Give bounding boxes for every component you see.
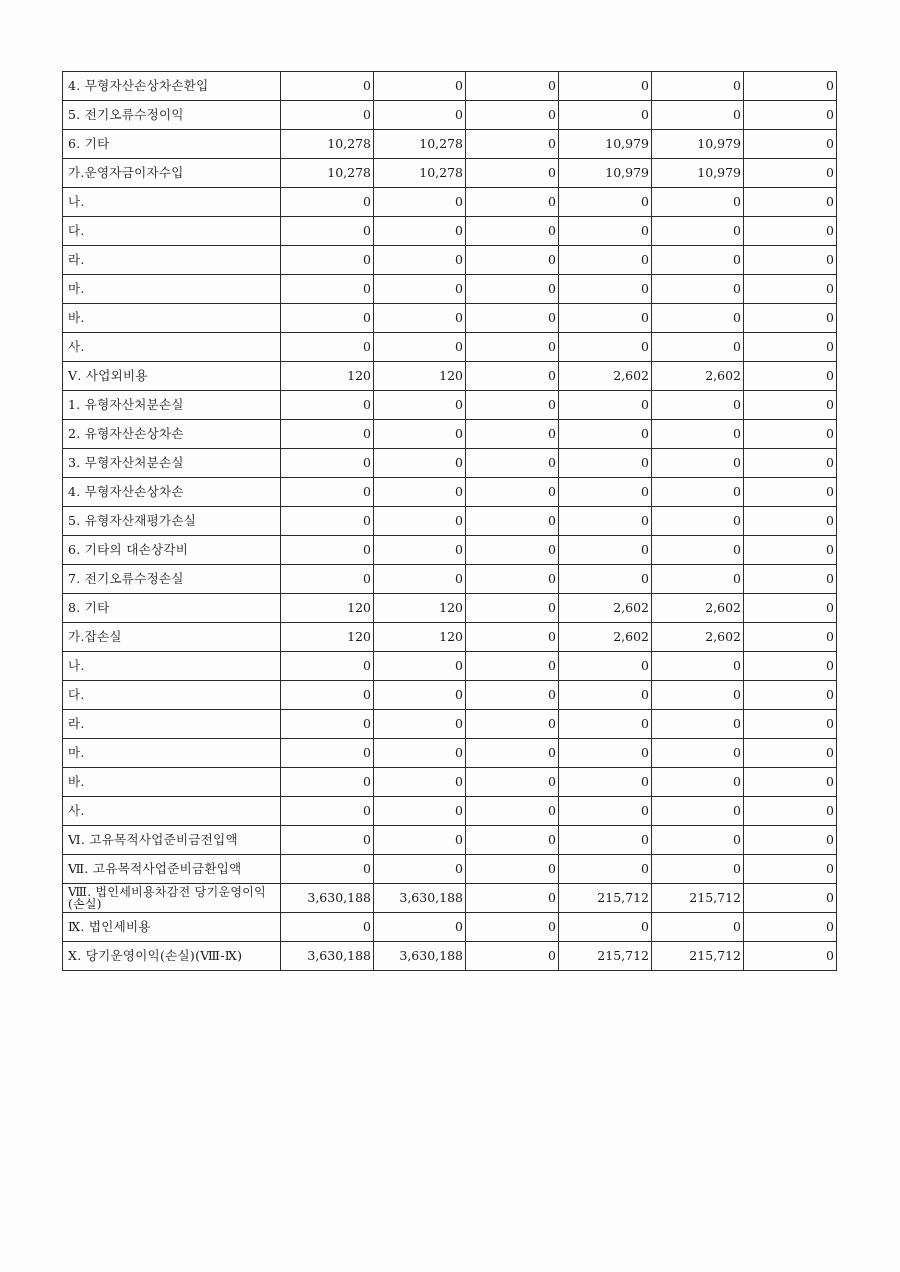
cell-value: 0 <box>466 855 559 884</box>
cell-value: 0 <box>281 739 374 768</box>
row-label: Ⅴ. 사업외비용 <box>63 362 281 391</box>
cell-value: 0 <box>374 913 466 942</box>
cell-value: 0 <box>559 188 652 217</box>
row-label: 5. 전기오류수정이익 <box>63 101 281 130</box>
cell-value: 0 <box>281 797 374 826</box>
cell-value: 0 <box>281 275 374 304</box>
cell-value: 0 <box>281 188 374 217</box>
cell-value: 215,712 <box>652 942 744 971</box>
cell-value: 0 <box>744 246 837 275</box>
cell-value: 215,712 <box>559 942 652 971</box>
table-row <box>63 217 837 246</box>
table-row <box>63 72 837 101</box>
row-label: 다. <box>63 681 281 710</box>
cell-value: 0 <box>374 739 466 768</box>
cell-value: 0 <box>281 420 374 449</box>
table-row <box>63 623 837 652</box>
cell-value: 2,602 <box>559 623 652 652</box>
cell-value: 0 <box>466 101 559 130</box>
cell-value: 0 <box>559 449 652 478</box>
row-label: 1. 유형자산처분손실 <box>63 391 281 420</box>
cell-value: 0 <box>744 72 837 101</box>
cell-value: 0 <box>374 478 466 507</box>
cell-value: 0 <box>652 304 744 333</box>
cell-value: 0 <box>559 913 652 942</box>
cell-value: 0 <box>466 333 559 362</box>
cell-value: 0 <box>652 101 744 130</box>
cell-value: 0 <box>374 333 466 362</box>
row-label: 3. 무형자산처분손실 <box>63 449 281 478</box>
cell-value: 0 <box>744 681 837 710</box>
row-label: 가.운영자금이자수입 <box>63 159 281 188</box>
cell-value: 0 <box>466 797 559 826</box>
cell-value: 2,602 <box>559 594 652 623</box>
cell-value: 0 <box>466 72 559 101</box>
cell-value: 0 <box>559 101 652 130</box>
table-row <box>63 159 837 188</box>
cell-value: 0 <box>744 449 837 478</box>
cell-value: 0 <box>559 72 652 101</box>
row-label: 2. 유형자산손상차손 <box>63 420 281 449</box>
cell-value: 3,630,188 <box>281 884 374 913</box>
cell-value: 0 <box>744 420 837 449</box>
cell-value: 0 <box>374 275 466 304</box>
table-row <box>63 768 837 797</box>
cell-value: 0 <box>281 246 374 275</box>
cell-value: 0 <box>652 913 744 942</box>
cell-value: 0 <box>466 275 559 304</box>
cell-value: 0 <box>652 536 744 565</box>
cell-value: 0 <box>466 246 559 275</box>
cell-value: 0 <box>466 217 559 246</box>
cell-value: 10,278 <box>374 159 466 188</box>
row-label: 사. <box>63 333 281 362</box>
cell-value: 0 <box>374 797 466 826</box>
cell-value: 215,712 <box>559 884 652 913</box>
cell-value: 2,602 <box>559 362 652 391</box>
cell-value: 10,278 <box>281 159 374 188</box>
cell-value: 0 <box>559 275 652 304</box>
cell-value: 0 <box>466 391 559 420</box>
cell-value: 0 <box>466 304 559 333</box>
row-label: 가.잡손실 <box>63 623 281 652</box>
cell-value: 0 <box>744 304 837 333</box>
row-label: Ⅸ. 법인세비용 <box>63 913 281 942</box>
cell-value: 0 <box>744 739 837 768</box>
table-row <box>63 304 837 333</box>
cell-value: 0 <box>744 942 837 971</box>
cell-value: 0 <box>281 652 374 681</box>
cell-value: 0 <box>466 884 559 913</box>
cell-value: 0 <box>652 449 744 478</box>
cell-value: 0 <box>281 710 374 739</box>
cell-value: 0 <box>652 652 744 681</box>
row-label: Ⅹ. 당기운영이익(손실)(Ⅷ-Ⅸ) <box>63 942 281 971</box>
cell-value: 0 <box>374 536 466 565</box>
cell-value: 0 <box>281 449 374 478</box>
table-row <box>63 681 837 710</box>
cell-value: 0 <box>652 188 744 217</box>
table-row <box>63 275 837 304</box>
cell-value: 0 <box>652 72 744 101</box>
cell-value: 0 <box>466 594 559 623</box>
cell-value: 0 <box>744 913 837 942</box>
cell-value: 10,979 <box>652 130 744 159</box>
cell-value: 0 <box>466 478 559 507</box>
row-label: 마. <box>63 275 281 304</box>
cell-value: 0 <box>744 826 837 855</box>
cell-value: 0 <box>281 768 374 797</box>
cell-value: 0 <box>744 101 837 130</box>
cell-value: 0 <box>744 275 837 304</box>
cell-value: 0 <box>652 855 744 884</box>
cell-value: 0 <box>466 565 559 594</box>
cell-value: 0 <box>744 768 837 797</box>
cell-value: 0 <box>559 826 652 855</box>
table-row <box>63 130 837 159</box>
cell-value: 0 <box>281 72 374 101</box>
cell-value: 0 <box>652 826 744 855</box>
cell-value: 0 <box>281 826 374 855</box>
cell-value: 0 <box>652 391 744 420</box>
row-label: 바. <box>63 304 281 333</box>
cell-value: 0 <box>466 507 559 536</box>
cell-value: 0 <box>744 797 837 826</box>
table-row <box>63 333 837 362</box>
row-label: 나. <box>63 652 281 681</box>
row-label: 사. <box>63 797 281 826</box>
cell-value: 120 <box>281 362 374 391</box>
cell-value: 0 <box>374 72 466 101</box>
cell-value: 0 <box>652 507 744 536</box>
cell-value: 0 <box>466 768 559 797</box>
cell-value: 0 <box>466 710 559 739</box>
table-row <box>63 507 837 536</box>
cell-value: 3,630,188 <box>281 942 374 971</box>
cell-value: 0 <box>466 913 559 942</box>
cell-value: 0 <box>744 130 837 159</box>
cell-value: 0 <box>374 855 466 884</box>
table-row <box>63 739 837 768</box>
cell-value: 0 <box>744 478 837 507</box>
cell-value: 0 <box>652 275 744 304</box>
cell-value: 0 <box>744 652 837 681</box>
cell-value: 0 <box>744 536 837 565</box>
cell-value: 0 <box>559 478 652 507</box>
cell-value: 0 <box>559 739 652 768</box>
cell-value: 0 <box>652 565 744 594</box>
cell-value: 0 <box>652 333 744 362</box>
cell-value: 0 <box>466 652 559 681</box>
cell-value: 0 <box>744 594 837 623</box>
cell-value: 0 <box>281 913 374 942</box>
cell-value: 0 <box>374 420 466 449</box>
cell-value: 0 <box>559 217 652 246</box>
cell-value: 0 <box>374 681 466 710</box>
cell-value: 0 <box>652 797 744 826</box>
table-row <box>63 855 837 884</box>
table-row <box>63 420 837 449</box>
table-row <box>63 362 837 391</box>
cell-value: 0 <box>281 101 374 130</box>
row-label: Ⅶ. 고유목적사업준비금환입액 <box>63 855 281 884</box>
row-label: 5. 유형자산재평가손실 <box>63 507 281 536</box>
table-row <box>63 246 837 275</box>
cell-value: 0 <box>652 768 744 797</box>
row-label: 라. <box>63 246 281 275</box>
cell-value: 0 <box>559 507 652 536</box>
cell-value: 10,278 <box>374 130 466 159</box>
cell-value: 0 <box>559 536 652 565</box>
cell-value: 0 <box>466 130 559 159</box>
cell-value: 0 <box>281 217 374 246</box>
table-row <box>63 536 837 565</box>
cell-value: 0 <box>744 391 837 420</box>
table-row <box>63 884 837 913</box>
cell-value: 0 <box>744 710 837 739</box>
cell-value: 0 <box>374 101 466 130</box>
cell-value: 0 <box>744 623 837 652</box>
cell-value: 2,602 <box>652 623 744 652</box>
cell-value: 0 <box>466 536 559 565</box>
cell-value: 0 <box>281 304 374 333</box>
cell-value: 0 <box>374 565 466 594</box>
cell-value: 0 <box>559 391 652 420</box>
financial-statement-table <box>62 71 837 971</box>
cell-value: 0 <box>559 333 652 362</box>
cell-value: 0 <box>374 768 466 797</box>
cell-value: 0 <box>559 565 652 594</box>
cell-value: 0 <box>744 333 837 362</box>
row-label: 다. <box>63 217 281 246</box>
cell-value: 120 <box>374 594 466 623</box>
cell-value: 0 <box>281 391 374 420</box>
cell-value: 0 <box>744 217 837 246</box>
cell-value: 0 <box>466 362 559 391</box>
cell-value: 0 <box>374 246 466 275</box>
cell-value: 0 <box>744 188 837 217</box>
cell-value: 0 <box>652 420 744 449</box>
row-label: 6. 기타의 대손상각비 <box>63 536 281 565</box>
table-body <box>63 72 837 971</box>
cell-value: 0 <box>559 304 652 333</box>
cell-value: 10,979 <box>559 130 652 159</box>
cell-value: 0 <box>744 565 837 594</box>
cell-value: 0 <box>652 478 744 507</box>
cell-value: 0 <box>374 217 466 246</box>
cell-value: 0 <box>559 681 652 710</box>
cell-value: 0 <box>559 797 652 826</box>
cell-value: 0 <box>559 246 652 275</box>
row-label: 7. 전기오류수정손실 <box>63 565 281 594</box>
row-label: 나. <box>63 188 281 217</box>
cell-value: 0 <box>466 739 559 768</box>
cell-value: 0 <box>466 942 559 971</box>
cell-value: 0 <box>466 681 559 710</box>
cell-value: 10,979 <box>559 159 652 188</box>
cell-value: 0 <box>281 333 374 362</box>
row-label: 6. 기타 <box>63 130 281 159</box>
table-row <box>63 188 837 217</box>
row-label: Ⅷ. 법인세비용차감전 당기운영이익(손실) <box>63 884 281 913</box>
cell-value: 0 <box>374 391 466 420</box>
cell-value: 0 <box>652 681 744 710</box>
cell-value: 2,602 <box>652 594 744 623</box>
cell-value: 0 <box>374 826 466 855</box>
cell-value: 0 <box>744 884 837 913</box>
cell-value: 0 <box>559 855 652 884</box>
cell-value: 0 <box>744 362 837 391</box>
cell-value: 120 <box>281 623 374 652</box>
cell-value: 2,602 <box>652 362 744 391</box>
cell-value: 0 <box>744 507 837 536</box>
cell-value: 120 <box>281 594 374 623</box>
cell-value: 0 <box>744 159 837 188</box>
cell-value: 0 <box>374 710 466 739</box>
table-row <box>63 942 837 971</box>
cell-value: 120 <box>374 362 466 391</box>
row-label: 라. <box>63 710 281 739</box>
cell-value: 0 <box>374 188 466 217</box>
cell-value: 0 <box>281 478 374 507</box>
cell-value: 0 <box>374 507 466 536</box>
cell-value: 0 <box>744 855 837 884</box>
cell-value: 0 <box>466 826 559 855</box>
table-row <box>63 652 837 681</box>
cell-value: 0 <box>466 420 559 449</box>
cell-value: 120 <box>374 623 466 652</box>
cell-value: 3,630,188 <box>374 884 466 913</box>
cell-value: 0 <box>281 855 374 884</box>
cell-value: 0 <box>374 652 466 681</box>
cell-value: 10,278 <box>281 130 374 159</box>
row-label: 4. 무형자산손상차손 <box>63 478 281 507</box>
cell-value: 0 <box>281 681 374 710</box>
cell-value: 215,712 <box>652 884 744 913</box>
table-row <box>63 710 837 739</box>
cell-value: 0 <box>559 710 652 739</box>
row-label: 바. <box>63 768 281 797</box>
table-row <box>63 797 837 826</box>
cell-value: 0 <box>652 739 744 768</box>
table-row <box>63 449 837 478</box>
cell-value: 0 <box>652 246 744 275</box>
cell-value: 0 <box>281 536 374 565</box>
cell-value: 0 <box>652 710 744 739</box>
table-row <box>63 391 837 420</box>
cell-value: 10,979 <box>652 159 744 188</box>
cell-value: 0 <box>281 565 374 594</box>
cell-value: 0 <box>559 652 652 681</box>
row-label: 8. 기타 <box>63 594 281 623</box>
cell-value: 3,630,188 <box>374 942 466 971</box>
row-label: 마. <box>63 739 281 768</box>
table-row <box>63 565 837 594</box>
cell-value: 0 <box>559 768 652 797</box>
row-label: Ⅵ. 고유목적사업준비금전입액 <box>63 826 281 855</box>
table-row <box>63 826 837 855</box>
row-label: 4. 무형자산손상차손환입 <box>63 72 281 101</box>
table-row <box>63 478 837 507</box>
cell-value: 0 <box>466 159 559 188</box>
cell-value: 0 <box>374 304 466 333</box>
table-row <box>63 913 837 942</box>
table-row <box>63 101 837 130</box>
table-row <box>63 594 837 623</box>
cell-value: 0 <box>374 449 466 478</box>
cell-value: 0 <box>281 507 374 536</box>
cell-value: 0 <box>466 623 559 652</box>
cell-value: 0 <box>466 188 559 217</box>
cell-value: 0 <box>559 420 652 449</box>
cell-value: 0 <box>652 217 744 246</box>
cell-value: 0 <box>466 449 559 478</box>
